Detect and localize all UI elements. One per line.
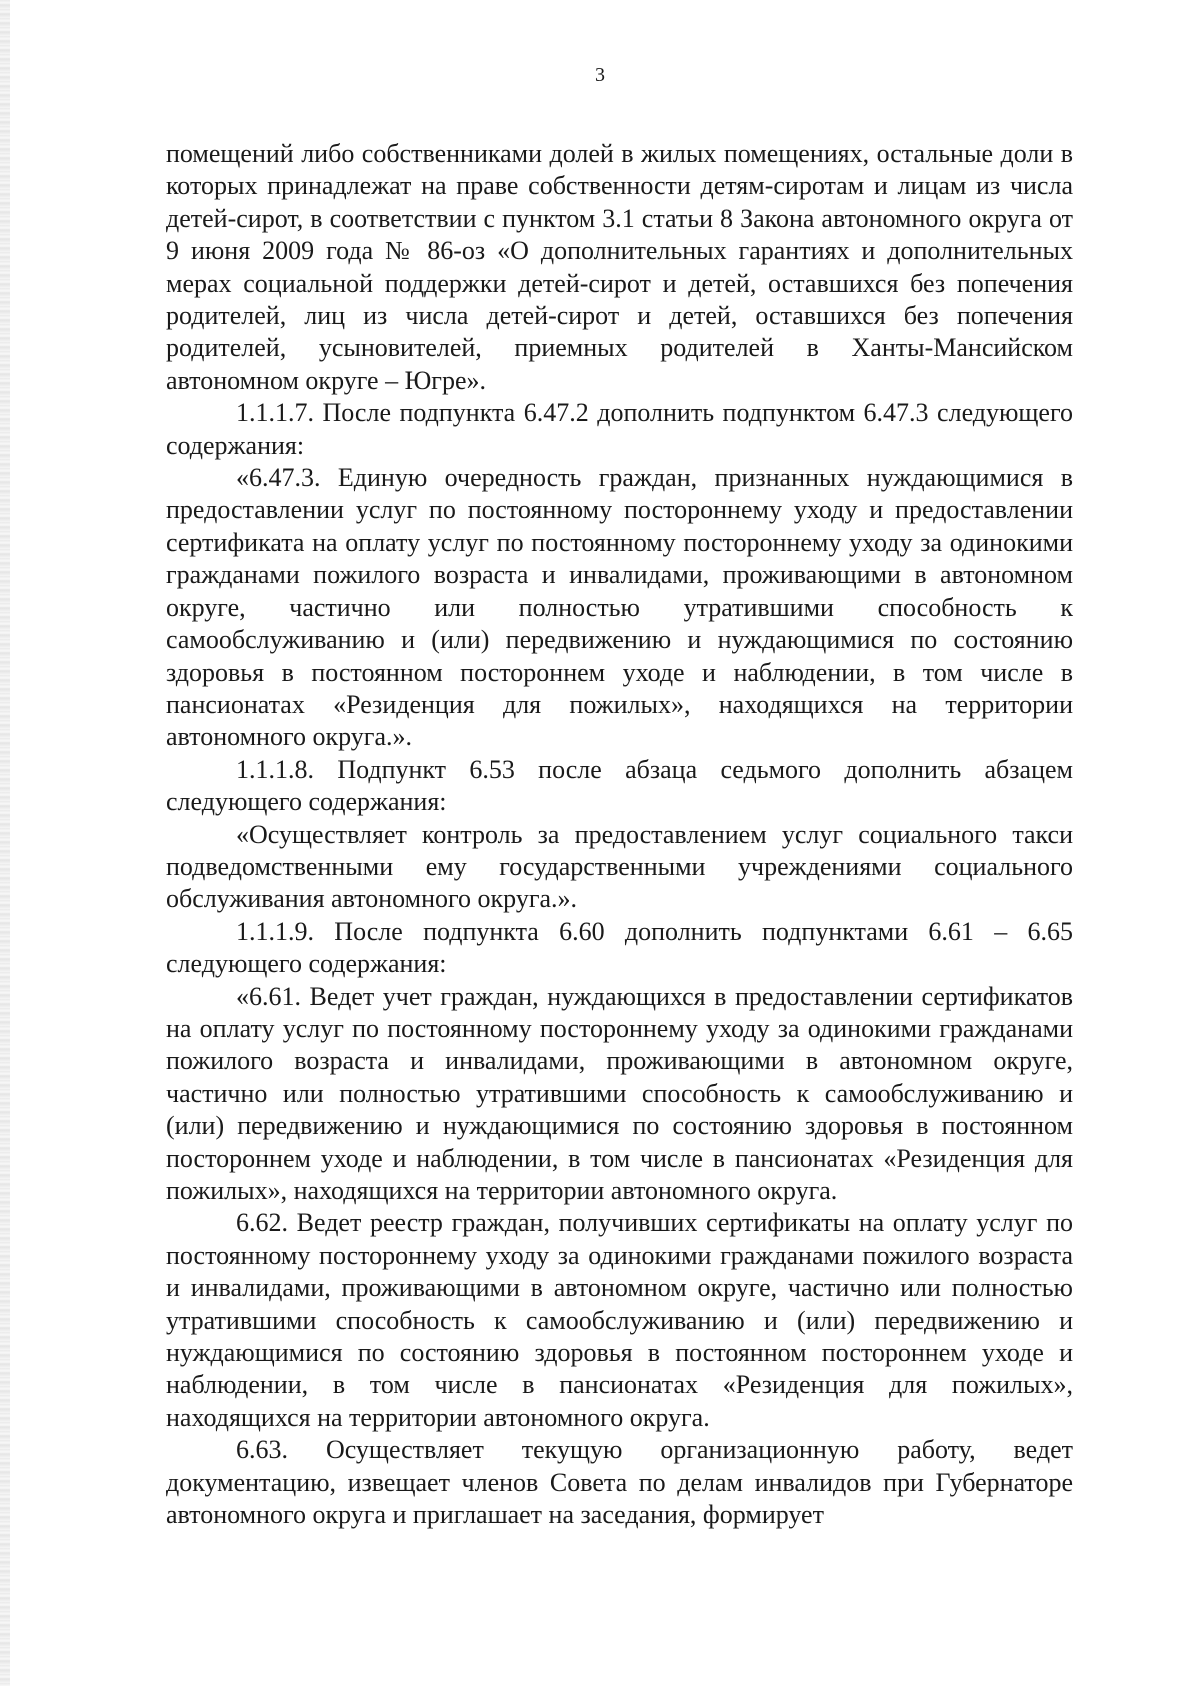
document-body bbox=[166, 138, 1073, 1531]
scan-edge-shadow bbox=[0, 0, 10, 1686]
page-number: 3 bbox=[595, 64, 605, 86]
paragraph-6-61: «6.61. Ведет учет граждан, нуждающихся в предоставлении сертификатов на оплату услуг по постоянному постороннему уходу за одинокими гражданами пожилого возраста и инвалидами, проживающими в автономном округе, частично или полностью утратившими способность к самообслуживанию и (или) передвижению и нуждающимися по состоянию здоровья в постоянном постороннем уходе и наблюдении, в том числе в пансионатах «Резиденция для пожилых», находящихся на территории автономного округа. bbox=[166, 981, 1073, 1205]
paragraph-6-47-3: «6.47.3. Единую очередность граждан, признанных нуждающимися в предоставлении услуг по постоянному постороннему уходу и предоставлении сертификата на оплату услуг по постоянному постороннему уходу за одинокими гражданами пожилого возраста и инвалидами, проживающими в автономном округе, частично или полностью утратившими способность к самообслуживанию и (или) передвижению и нуждающимися по состоянию здоровья в постоянном постороннем уходе и наблюдении, в том числе в пансионатах «Резиденция для пожилых», находящихся на территории автономного округа.». bbox=[166, 463, 1073, 752]
paragraph-continuation: помещений либо собственниками долей в жилых помещениях, остальные доли в которых принадлежат на праве собственности детям-сиротам и лицам из числа детей-сирот, в соответствии с пунктом 3.1 статьи 8 Закона автономного округа от 9 июня 2009 года № 86-оз «О дополнительных гарантиях и дополнительных мерах социальной поддержки детей-сирот и детей, оставшихся без попечения родителей, лиц из числа детей-сирот и детей, оставшихся без попечения родителей, усыновителей, приемных родителей в Ханты-Мансийском автономном округе – Югре». bbox=[166, 139, 1073, 395]
paragraph-6-62: 6.62. Ведет реестр граждан, получивших сертификаты на оплату услуг по постоянному постороннему уходу за одинокими гражданами пожилого возраста и инвалидами, проживающими в автономном округе, частично или полностью утратившими способность к самообслуживанию и (или) передвижению и нуждающимися по состоянию здоровья в постоянном постороннем уходе и наблюдении, в том числе в пансионатах «Резиденция для пожилых», находящихся на территории автономного округа. bbox=[166, 1208, 1073, 1432]
paragraph-6-63: 6.63. Осуществляет текущую организационную работу, ведет документацию, извещает членов Совета по делам инвалидов при Губернаторе автономного округа и приглашает на заседания, формирует bbox=[166, 1435, 1073, 1530]
paragraph-1-1-1-8: 1.1.1.8. Подпункт 6.53 после абзаца седьмого дополнить абзацем следующего содержания: bbox=[166, 754, 1073, 817]
paragraph-1-1-1-9: 1.1.1.9. После подпункта 6.60 дополнить подпунктами 6.61 – 6.65 следующего содержания: bbox=[166, 916, 1073, 979]
paragraph-social-taxi: «Осуществляет контроль за предоставлением услуг социального такси подведомственными ему государственными учреждениями социального обслуживания автономного округа.». bbox=[166, 819, 1073, 914]
paragraph-1-1-1-7: 1.1.1.7. После подпункта 6.47.2 дополнить подпунктом 6.47.3 следующего содержания: bbox=[166, 398, 1073, 460]
